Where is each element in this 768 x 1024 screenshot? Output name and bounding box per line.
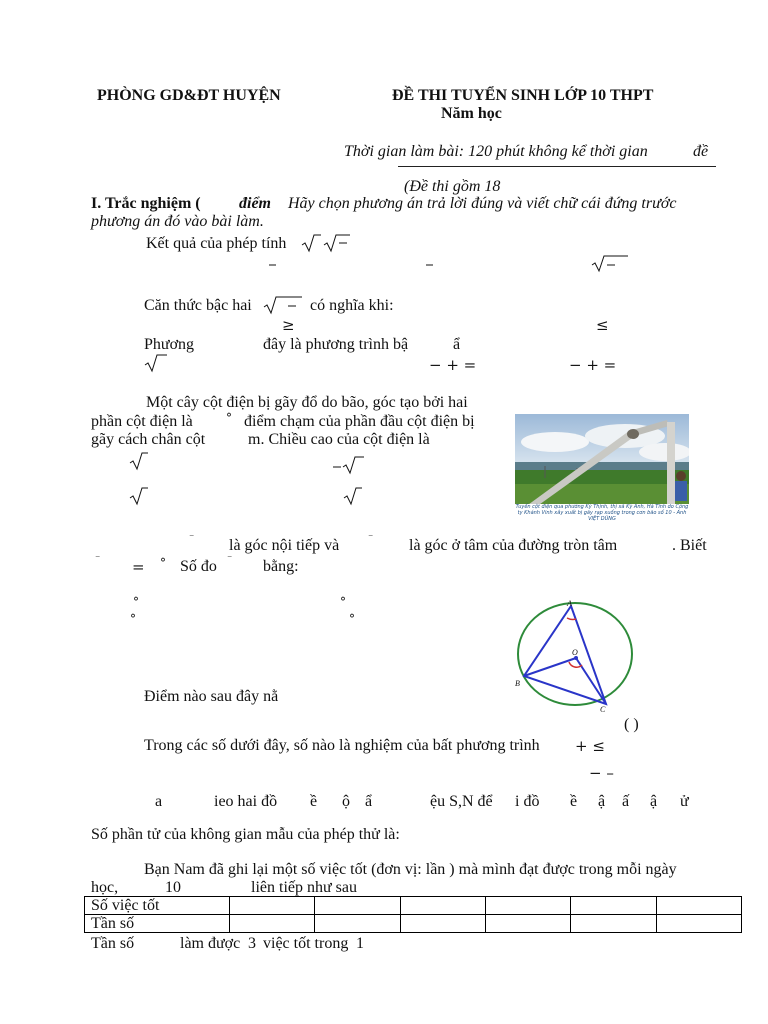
q4-option-d-radical: [342, 485, 364, 507]
q8-part-5: ẩ: [365, 793, 373, 810]
q5-option-d-degree: °: [349, 612, 355, 626]
table-row: [85, 897, 742, 915]
q10-line-2a: học,: [91, 879, 119, 896]
header-rule: [398, 166, 716, 167]
q5-text-b: là góc ở tâm của đường tròn tâm: [409, 537, 618, 554]
q5-angle-mark-3: ‾: [96, 557, 100, 568]
q8-part-9: ậ: [598, 793, 606, 810]
label-a: A: [567, 599, 572, 608]
q1-option-b-mark: [425, 262, 435, 268]
table-cell: [656, 897, 741, 915]
table-cell: [315, 897, 400, 915]
table-cell: [315, 915, 400, 933]
q2-option-c-symbol: ≤: [596, 316, 609, 334]
q4-option-c-radical: [128, 485, 150, 507]
q2-radical: [262, 294, 304, 316]
department-title: PHÒNG GD&ĐT HUYỆN: [97, 87, 281, 104]
q8-part-1: a: [155, 793, 163, 810]
q5-option-b-degree: °: [340, 595, 346, 609]
q8-part-8: ề: [570, 793, 578, 810]
circle-figure: [512, 598, 638, 714]
q10-line-1: Bạn Nam đã ghi lại một số việc tốt (đơn vị: lần ) mà mình đạt được trong mỗi ngày: [144, 861, 677, 878]
table-cell: [230, 897, 315, 915]
q7-text: Trong các số dưới đây, số nào là nghiệm của bất phương trình: [144, 737, 540, 754]
q8-part-3: ề: [310, 793, 318, 810]
q5-line-2: Số đo: [180, 558, 217, 575]
q5-option-a-degree: °: [133, 595, 139, 609]
q10-after-b: làm được: [180, 935, 241, 952]
table-cell: [571, 915, 656, 933]
table-cell: [571, 897, 656, 915]
table-cell: [230, 915, 315, 933]
q5-equals: =: [132, 558, 145, 576]
q3-option-a-radical: [143, 352, 169, 374]
q5-text-a: là góc nội tiếp và: [229, 537, 340, 554]
q8-part-12: ử: [680, 793, 689, 810]
q5-degree: °: [160, 556, 166, 570]
q6-paren: ( ): [624, 716, 639, 733]
table-row-label: Tần số: [85, 915, 230, 933]
time-note: Thời gian làm bài: 120 phút không kể thời gian: [344, 143, 648, 160]
table-cell: [400, 915, 485, 933]
section-title: I. Trắc nghiệm (: [91, 195, 201, 212]
q8-part-2: ieo hai đồ: [214, 793, 278, 810]
q10-after-e: 1: [356, 935, 364, 952]
q6-text: Điểm nào sau đây nằ: [144, 688, 279, 705]
q3-option-c-ops: − + =: [569, 356, 617, 374]
time-note-tail: đề: [693, 143, 709, 160]
table-cell: [485, 897, 570, 915]
q3-text-a: Phương: [144, 336, 195, 353]
q8-part-11: ậ: [650, 793, 658, 810]
q10-line-2b: 10: [165, 879, 181, 896]
q4-option-b-radical: [332, 454, 366, 476]
q5-text-c: . Biết: [672, 537, 707, 554]
q10-line-2c: liên tiếp như sau: [251, 879, 357, 896]
table-row-label: Số việc tốt: [85, 897, 230, 915]
q8-part-4: ộ: [342, 793, 350, 810]
pages-note: (Đề thi gồm 18: [404, 178, 501, 195]
q8-part-10: ấ: [622, 793, 630, 810]
q4-degree: °: [226, 411, 232, 425]
q3-text-b: đây là phương trình bậ: [263, 336, 409, 353]
q4-line-1: Một cây cột điện bị gãy đổ do bão, góc tạo bởi hai: [146, 394, 468, 411]
q4-line-2b: điểm chạm của phần đầu cột điện bị: [244, 413, 475, 430]
q5-angle-mark-1: ‾: [190, 536, 194, 547]
table-cell: [656, 915, 741, 933]
label-c: C: [600, 705, 606, 714]
table-cell: [485, 915, 570, 933]
q4-line-3b: m. Chiều cao của cột điện là: [248, 431, 430, 448]
q4-option-a-radical: [128, 450, 150, 472]
label-b: B: [515, 679, 520, 688]
q5-option-c-degree: °: [130, 612, 136, 626]
q2-text: Căn thức bậc hai: [144, 297, 252, 314]
q7-ops: + ≤: [575, 737, 605, 755]
year-label: Năm học: [441, 105, 502, 122]
radius-ob: [524, 658, 576, 676]
q3-option-b-ops: − + =: [429, 356, 477, 374]
table-row: [85, 915, 742, 933]
q1-radicals: [300, 232, 356, 254]
q3-text-c: ẩ: [453, 336, 461, 353]
photo-caption: Tuyến cột điện qua phường Kỳ Thịnh, thị xã Kỳ Anh, Hà Tĩnh do Công ty Khánh Vinh xây xuất bị gãy rạp xuống trong cơn bão số 10 - Ảnh VIỆT DŨNG: [515, 504, 689, 526]
q4-line-3a: gãy cách chân cột: [91, 431, 206, 448]
q7-options: − –: [589, 764, 614, 782]
q2-tail: có nghĩa khi:: [310, 297, 394, 314]
q10-after-a: Tần số: [91, 935, 135, 952]
q1-option-c-radical: [590, 254, 630, 274]
exam-title: ĐỀ THI TUYỂN SINH LỚP 10 THPT: [392, 87, 654, 104]
section-instruction: Hãy chọn phương án trả lời đúng và viết chữ cái đứng trước: [288, 195, 677, 212]
q5-angle-mark-2: ‾: [369, 536, 373, 547]
frequency-table: [84, 896, 742, 933]
q1-text: Kết quả của phép tính: [146, 235, 287, 252]
q5-line-2-tail: bằng:: [263, 558, 299, 575]
q4-line-2a: phần cột điện là: [91, 413, 193, 430]
q1-option-a-mark: [268, 262, 278, 268]
q10-after-d: việc tốt trong: [263, 935, 349, 952]
q2-option-a-symbol: ≥: [282, 316, 295, 334]
q5-angle-mark-4: ‾: [228, 557, 232, 568]
q8-part-6: ệu S,N để: [430, 793, 493, 810]
section-points: điểm: [239, 195, 271, 212]
q9-text: Số phần tử của không gian mẫu của phép thử là:: [91, 826, 400, 843]
label-o: O: [572, 648, 578, 657]
section-instruction-2: phương án đó vào bài làm.: [91, 213, 264, 230]
inscribed-triangle: [524, 606, 606, 704]
q8-part-7: i đồ: [515, 793, 540, 810]
q10-after-c: 3: [248, 935, 256, 952]
table-cell: [400, 897, 485, 915]
